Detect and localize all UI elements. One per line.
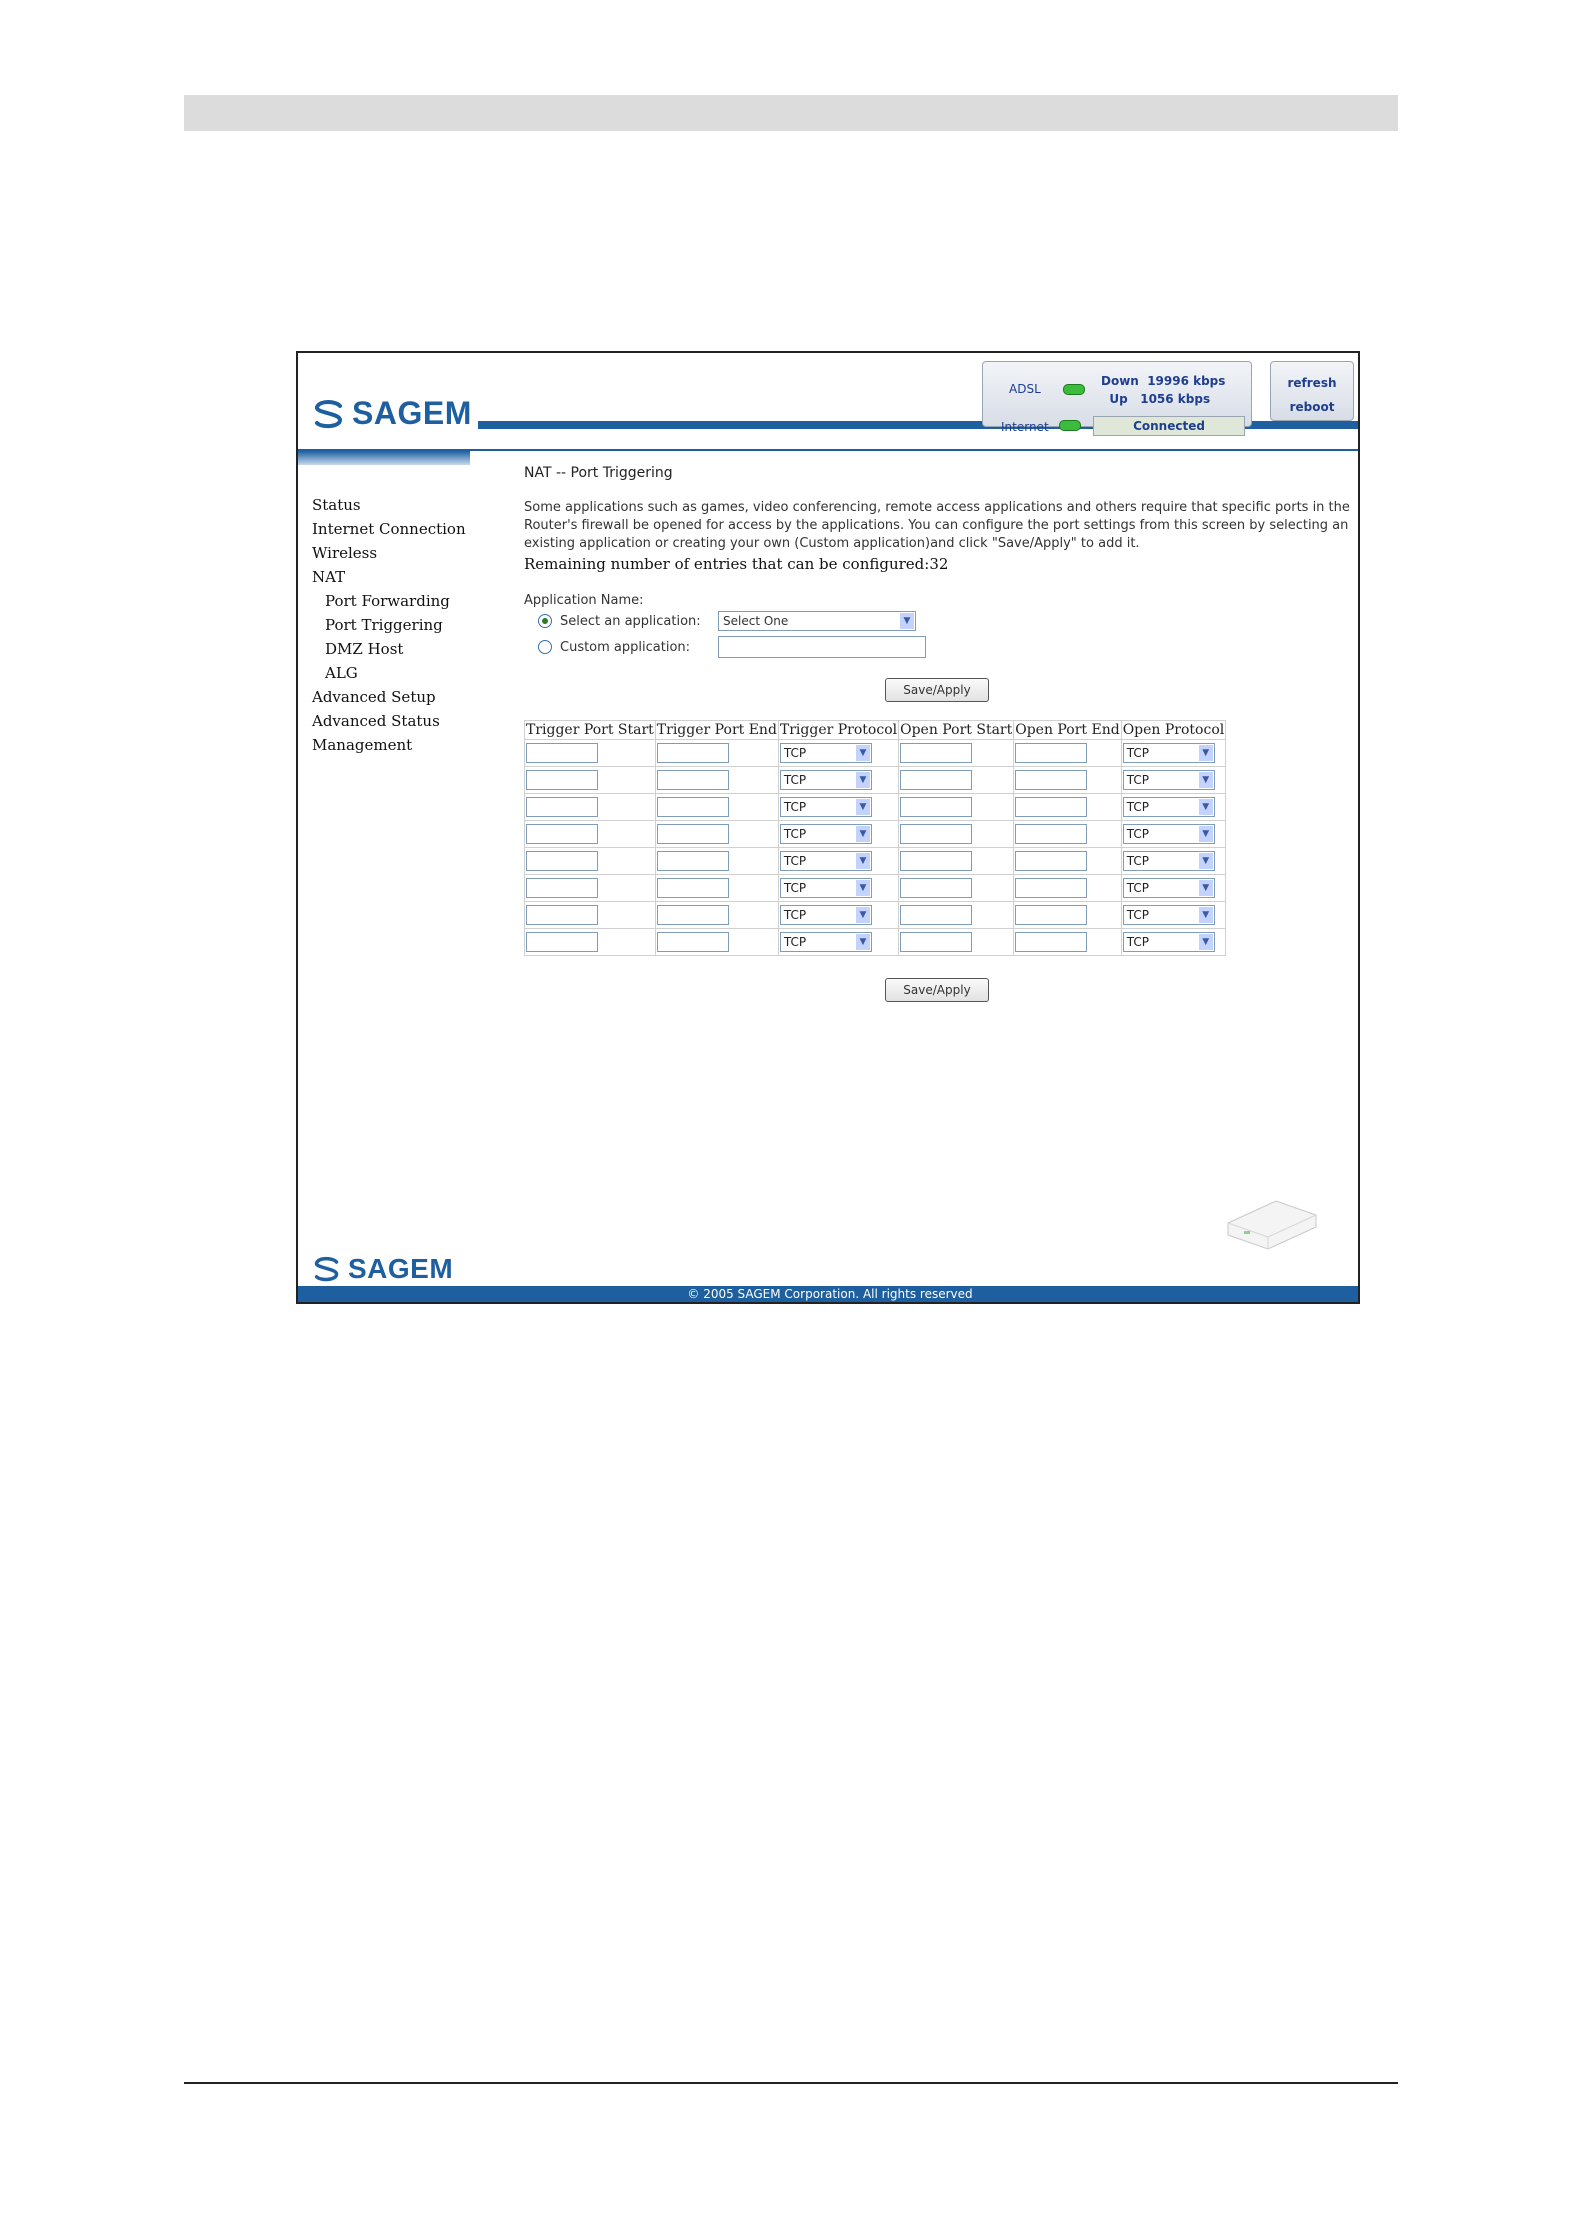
table-cell	[899, 740, 1014, 767]
sidebar-item-internet-connection[interactable]: Internet Connection	[312, 520, 466, 538]
internet-led-icon	[1059, 420, 1081, 431]
trigger-port-start-input[interactable]	[526, 932, 598, 952]
table-row	[525, 740, 1226, 767]
table-cell	[1014, 848, 1121, 875]
table-cell	[655, 821, 778, 848]
chevron-down-icon: ▼	[1199, 880, 1213, 896]
table-cell	[899, 767, 1014, 794]
sagem-swirl-icon	[312, 1256, 342, 1282]
open-protocol-select-value: TCP	[1126, 935, 1149, 949]
open-protocol-select-value: TCP	[1126, 827, 1149, 841]
table-cell	[778, 848, 898, 875]
table-cell	[525, 740, 656, 767]
sidebar-item-wireless[interactable]: Wireless	[312, 544, 378, 562]
trigger-port-start-input[interactable]	[526, 851, 598, 871]
open-port-start-input[interactable]	[900, 851, 972, 871]
table-cell	[525, 902, 656, 929]
sidebar-item-advanced-status[interactable]: Advanced Status	[312, 712, 440, 730]
table-cell	[525, 929, 656, 956]
chevron-down-icon: ▼	[1199, 745, 1213, 761]
port-triggering-table	[524, 720, 1226, 956]
custom-application-input[interactable]	[718, 636, 926, 658]
open-protocol-select-value: TCP	[1126, 800, 1149, 814]
table-cell	[899, 821, 1014, 848]
table-cell	[778, 767, 898, 794]
chevron-down-icon: ▼	[1199, 772, 1213, 788]
down-speed: Down 19996 kbps	[1101, 374, 1226, 388]
trigger-port-end-input[interactable]	[657, 743, 729, 763]
chevron-down-icon: ▼	[1199, 934, 1213, 950]
chevron-down-icon: ▼	[856, 772, 870, 788]
chevron-down-icon: ▼	[856, 826, 870, 842]
table-row	[525, 848, 1226, 875]
table-cell	[1121, 902, 1226, 929]
table-cell	[525, 848, 656, 875]
open-port-start-input[interactable]	[900, 743, 972, 763]
router-device-icon	[1224, 1193, 1320, 1253]
sidebar-item-port-triggering[interactable]: Port Triggering	[325, 616, 443, 634]
open-port-end-input[interactable]	[1015, 797, 1087, 817]
table-cell	[1121, 794, 1226, 821]
refresh-button[interactable]: refresh	[1287, 376, 1337, 390]
trigger-port-start-input[interactable]	[526, 797, 598, 817]
sidebar-item-nat[interactable]: NAT	[312, 568, 346, 586]
open-protocol-select[interactable]	[1123, 743, 1215, 763]
table-cell	[778, 794, 898, 821]
trigger-port-end-input[interactable]	[657, 905, 729, 925]
sidebar-item-dmz-host[interactable]: DMZ Host	[325, 640, 404, 658]
application-select[interactable]	[718, 611, 916, 631]
remaining-entries: Remaining number of entries that can be configured:32	[524, 555, 949, 573]
table-row	[525, 902, 1226, 929]
router-web-interface	[296, 351, 1360, 1304]
table-row	[525, 875, 1226, 902]
table-row	[525, 767, 1226, 794]
open-port-end-input[interactable]	[1015, 905, 1087, 925]
chevron-down-icon: ▼	[856, 907, 870, 923]
connection-status: Connected	[1093, 416, 1245, 436]
open-protocol-select[interactable]	[1123, 770, 1215, 790]
table-cell	[1121, 875, 1226, 902]
sidebar-item-management[interactable]: Management	[312, 736, 413, 754]
trigger-protocol-select-value: TCP	[783, 746, 807, 760]
trigger-port-start-input[interactable]	[526, 905, 598, 925]
table-cell	[655, 902, 778, 929]
open-protocol-select[interactable]	[1123, 824, 1215, 844]
open-port-end-input[interactable]	[1015, 824, 1087, 844]
select-application-radio[interactable]	[538, 614, 552, 628]
table-cell	[1014, 902, 1121, 929]
chevron-down-icon: ▼	[856, 934, 870, 950]
open-protocol-select-value: TCP	[1126, 908, 1149, 922]
table-cell	[899, 875, 1014, 902]
trigger-port-end-input[interactable]	[657, 878, 729, 898]
open-port-start-input[interactable]	[900, 932, 972, 952]
footer-logo-text: SAGEM	[348, 1253, 454, 1284]
table-cell	[899, 848, 1014, 875]
table-cell	[1014, 740, 1121, 767]
table-row	[525, 929, 1226, 956]
table-cell	[778, 929, 898, 956]
save-apply-button-bottom[interactable]: Save/Apply	[885, 978, 989, 1002]
trigger-protocol-select-value: TCP	[783, 773, 807, 787]
application-select-value: Select One	[723, 614, 789, 628]
table-cell	[778, 875, 898, 902]
trigger-port-start-input[interactable]	[526, 743, 598, 763]
logo-text: SAGEM	[352, 395, 472, 431]
table-cell	[655, 767, 778, 794]
open-protocol-select-value: TCP	[1126, 881, 1149, 895]
sagem-footer-logo	[312, 1253, 453, 1285]
table-cell	[1014, 794, 1121, 821]
open-port-start-input[interactable]	[900, 905, 972, 925]
table-cell	[899, 929, 1014, 956]
trigger-protocol-select-value: TCP	[783, 800, 807, 814]
trigger-port-end-input[interactable]	[657, 770, 729, 790]
open-protocol-select-value: TCP	[1126, 854, 1149, 868]
trigger-port-end-input[interactable]	[657, 797, 729, 817]
open-protocol-select[interactable]	[1123, 905, 1215, 925]
open-protocol-select[interactable]	[1123, 932, 1215, 952]
trigger-port-end-input[interactable]	[657, 932, 729, 952]
save-apply-button-top[interactable]: Save/Apply	[885, 678, 989, 702]
trigger-protocol-select[interactable]	[780, 905, 872, 925]
trigger-protocol-select[interactable]	[780, 797, 872, 817]
sidebar-item-advanced-setup[interactable]: Advanced Setup	[312, 688, 436, 706]
table-cell	[1014, 821, 1121, 848]
sidebar-item-port-forwarding[interactable]: Port Forwarding	[325, 592, 450, 610]
trigger-protocol-select[interactable]	[780, 743, 872, 763]
header-trigger-port-start: Trigger Port Start	[526, 722, 654, 738]
trigger-port-start-input[interactable]	[526, 770, 598, 790]
trigger-port-start-input[interactable]	[526, 878, 598, 898]
sidebar-item-alg[interactable]: ALG	[325, 664, 358, 682]
footer-copyright: © 2005 SAGEM Corporation. All rights reserved	[298, 1286, 1360, 1302]
trigger-protocol-select[interactable]	[780, 851, 872, 871]
table-cell	[525, 794, 656, 821]
chevron-down-icon: ▼	[1199, 826, 1213, 842]
sagem-logo	[312, 395, 472, 432]
header-open-port-start: Open Port Start	[900, 722, 1013, 738]
open-protocol-select-value: TCP	[1126, 746, 1149, 760]
chevron-down-icon: ▼	[856, 799, 870, 815]
chevron-down-icon: ▼	[900, 613, 914, 629]
sidebar-item-status[interactable]: Status	[312, 496, 361, 514]
table-cell	[1121, 821, 1226, 848]
open-port-end-input[interactable]	[1015, 770, 1087, 790]
trigger-port-end-input[interactable]	[657, 851, 729, 871]
trigger-port-end-input[interactable]	[657, 824, 729, 844]
table-cell	[655, 740, 778, 767]
trigger-protocol-select[interactable]	[780, 932, 872, 952]
header-trigger-port-end: Trigger Port End	[656, 722, 777, 738]
chevron-down-icon: ▼	[1199, 853, 1213, 869]
open-protocol-select[interactable]	[1123, 851, 1215, 871]
up-speed: Up 1056 kbps	[1101, 392, 1211, 406]
page-title: NAT -- Port Triggering	[524, 465, 673, 481]
table-cell	[778, 740, 898, 767]
page-description: Some applications such as games, video conferencing, remote access applications and others require that specific ports in the Router's firewall be opened for access by the applications. You can configure the port settings from this screen by selecting an existing application or creating your own (Custom application)and click "Save/Apply" to add it.	[524, 500, 1350, 551]
trigger-protocol-select[interactable]	[780, 824, 872, 844]
main-content	[524, 465, 1350, 1002]
chevron-down-icon: ▼	[1199, 907, 1213, 923]
table-row	[525, 821, 1226, 848]
table-header-row	[525, 721, 1226, 740]
select-application-row	[524, 608, 1350, 634]
application-name-label: Application Name:	[524, 593, 644, 608]
trigger-protocol-select-value: TCP	[783, 854, 807, 868]
table-cell	[1121, 767, 1226, 794]
table-cell	[899, 794, 1014, 821]
connection-status-panel	[982, 361, 1252, 434]
open-port-end-input[interactable]	[1015, 743, 1087, 763]
table-cell	[655, 929, 778, 956]
open-port-start-input[interactable]	[900, 797, 972, 817]
header-open-port-end: Open Port End	[1015, 722, 1120, 738]
reboot-button[interactable]: reboot	[1289, 400, 1335, 414]
sagem-swirl-icon	[312, 399, 346, 429]
table-cell	[655, 794, 778, 821]
table-cell	[778, 902, 898, 929]
action-panel	[1270, 361, 1354, 421]
trigger-protocol-select-value: TCP	[783, 908, 807, 922]
table-cell	[525, 767, 656, 794]
trigger-protocol-select-value: TCP	[783, 827, 807, 841]
header-open-protocol: Open Protocol	[1122, 722, 1225, 738]
table-cell	[1121, 929, 1226, 956]
table-cell	[655, 875, 778, 902]
custom-application-radio[interactable]	[538, 640, 552, 654]
chevron-down-icon: ▼	[856, 880, 870, 896]
document-footer-rule	[184, 2082, 1398, 2084]
trigger-protocol-select-value: TCP	[783, 935, 807, 949]
sidebar-nav	[312, 493, 466, 757]
trigger-protocol-select-value: TCP	[783, 881, 807, 895]
chevron-down-icon: ▼	[856, 853, 870, 869]
table-row	[525, 794, 1226, 821]
custom-application-label: Custom application:	[560, 639, 691, 655]
header-trigger-protocol: Trigger Protocol	[779, 722, 898, 738]
chevron-down-icon: ▼	[1199, 799, 1213, 815]
open-port-start-input[interactable]	[900, 824, 972, 844]
open-port-end-input[interactable]	[1015, 851, 1087, 871]
select-application-label: Select an application:	[560, 613, 701, 629]
open-port-end-input[interactable]	[1015, 932, 1087, 952]
open-protocol-select-value: TCP	[1126, 773, 1149, 787]
open-port-end-input[interactable]	[1015, 878, 1087, 898]
table-cell	[655, 848, 778, 875]
open-port-start-input[interactable]	[900, 878, 972, 898]
adsl-label: ADSL	[1009, 382, 1041, 396]
open-port-start-input[interactable]	[900, 770, 972, 790]
internet-label: Internet	[1001, 420, 1049, 434]
table-cell	[525, 821, 656, 848]
table-cell	[1014, 767, 1121, 794]
adsl-led-icon	[1063, 384, 1085, 395]
table-cell	[778, 821, 898, 848]
table-cell	[1014, 929, 1121, 956]
trigger-port-start-input[interactable]	[526, 824, 598, 844]
table-cell	[1121, 740, 1226, 767]
document-header-band	[184, 95, 1398, 131]
line-speeds	[1101, 372, 1225, 408]
trigger-protocol-select[interactable]	[780, 878, 872, 898]
open-protocol-select[interactable]	[1123, 797, 1215, 817]
trigger-protocol-select[interactable]	[780, 770, 872, 790]
table-cell	[1121, 848, 1226, 875]
table-cell	[525, 875, 656, 902]
chevron-down-icon: ▼	[856, 745, 870, 761]
custom-application-row	[524, 634, 1350, 660]
header-fade	[298, 451, 470, 465]
table-cell	[1014, 875, 1121, 902]
table-cell	[899, 902, 1014, 929]
open-protocol-select[interactable]	[1123, 878, 1215, 898]
